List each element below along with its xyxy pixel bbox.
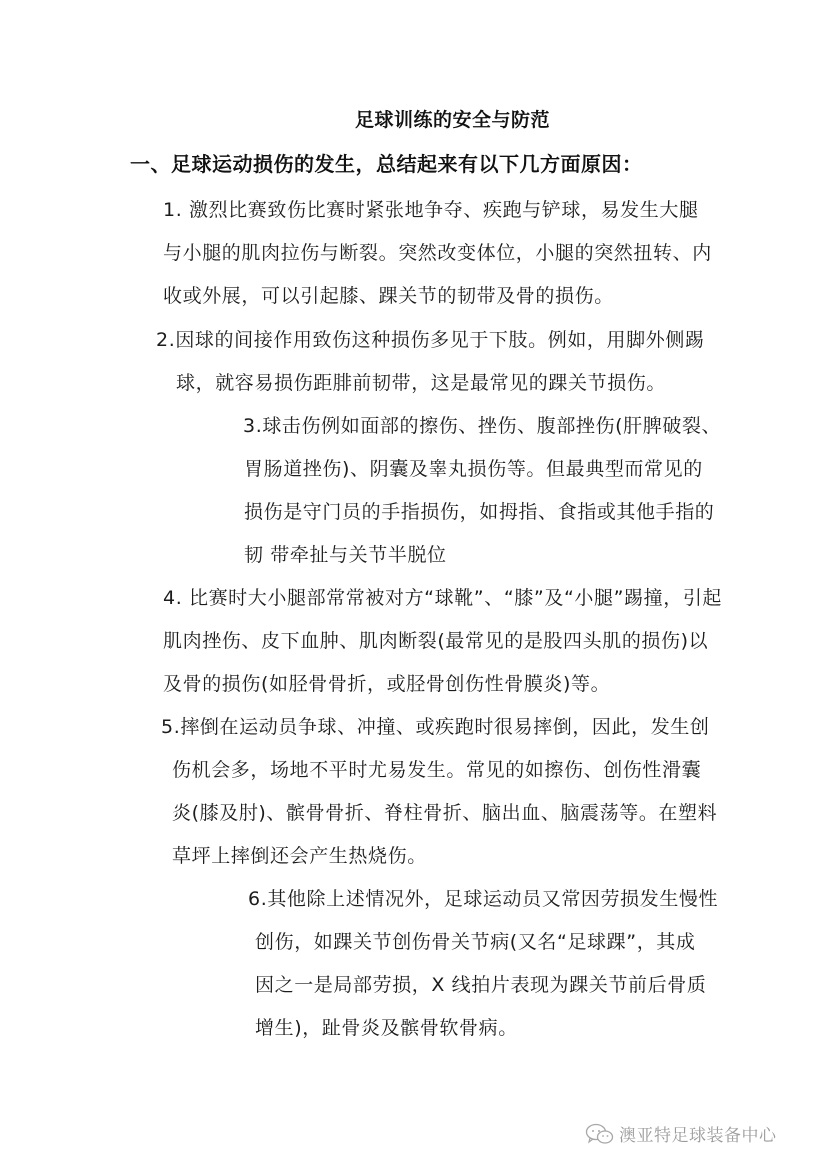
- paragraph-line: 草坪上摔倒还会产生热烧伤。: [172, 845, 427, 867]
- paragraph-line: 2.因球的间接作用致伤这种损伤多见于下肢。例如，用脚外侧踢: [156, 329, 705, 351]
- paragraph-line: 球，就容易损伤距腓前韧带，这是最常见的踝关节损伤。: [176, 372, 667, 394]
- section-heading: 一、足球运动损伤的发生，总结起来有以下几方面原因：: [130, 152, 643, 176]
- paragraph-line: 伤机会多，场地不平时尤易发生。常见的如擦伤、创伤性滑囊: [172, 759, 702, 781]
- paragraph-line: 4. 比赛时大小腿部常常被对方“球靴”、“膝”及“小腿”踢撞，引起: [163, 587, 723, 609]
- paragraph-line: 6.其他除上述情况外，足球运动员又常因劳损发生慢性: [248, 888, 719, 910]
- paragraph-line: 与小腿的肌肉拉伤与断裂。突然改变体位，小腿的突然扭转、内: [163, 242, 712, 264]
- watermark-text: 澳亚特足球装备中心: [619, 1126, 777, 1146]
- paragraph-line: 创伤，如踝关节创伤骨关节病(又名“足球踝”，其成: [255, 931, 696, 953]
- paragraph-line: 因之一是局部劳损，X 线拍片表现为踝关节前后骨质: [255, 974, 707, 996]
- paragraph-line: 及骨的损伤(如胫骨骨折，或胫骨创伤性骨膜炎)等。: [163, 673, 611, 695]
- paragraph-line: 肌肉挫伤、皮下血肿、肌肉断裂(最常见的是股四头肌的损伤)以: [163, 630, 709, 652]
- paragraph-line: 收或外展，可以引起膝、踝关节的韧带及骨的损伤。: [163, 285, 614, 307]
- paragraph-line: 韧 带牵扯与关节半脱位: [244, 544, 447, 566]
- paragraph-line: 胃肠道挫伤)、阴囊及睾丸损伤等。但最典型而常见的: [244, 458, 703, 480]
- paragraph-line: 1. 激烈比赛致伤比赛时紧张地争夺、疾跑与铲球，易发生大腿: [163, 199, 699, 221]
- paragraph-line: 3.球击伤例如面部的擦伤、挫伤、腹部挫伤(肝脾破裂、: [243, 415, 722, 437]
- wechat-icon: [585, 1123, 615, 1145]
- wechat-watermark: [585, 1121, 777, 1146]
- paragraph-line: 损伤是守门员的手指损伤，如拇指、食指或其他手指的: [244, 501, 715, 523]
- paragraph-line: 炎(膝及肘)、髌骨骨折、脊柱骨折、脑出血、脑震荡等。在塑料: [172, 802, 718, 824]
- document-title: 足球训练的安全与防范: [355, 109, 551, 131]
- paragraph-line: 增生)，趾骨炎及髌骨软骨病。: [255, 1017, 518, 1039]
- paragraph-line: 5.摔倒在运动员争球、冲撞、或疾跑时很易摔倒，因此，发生创: [161, 716, 710, 738]
